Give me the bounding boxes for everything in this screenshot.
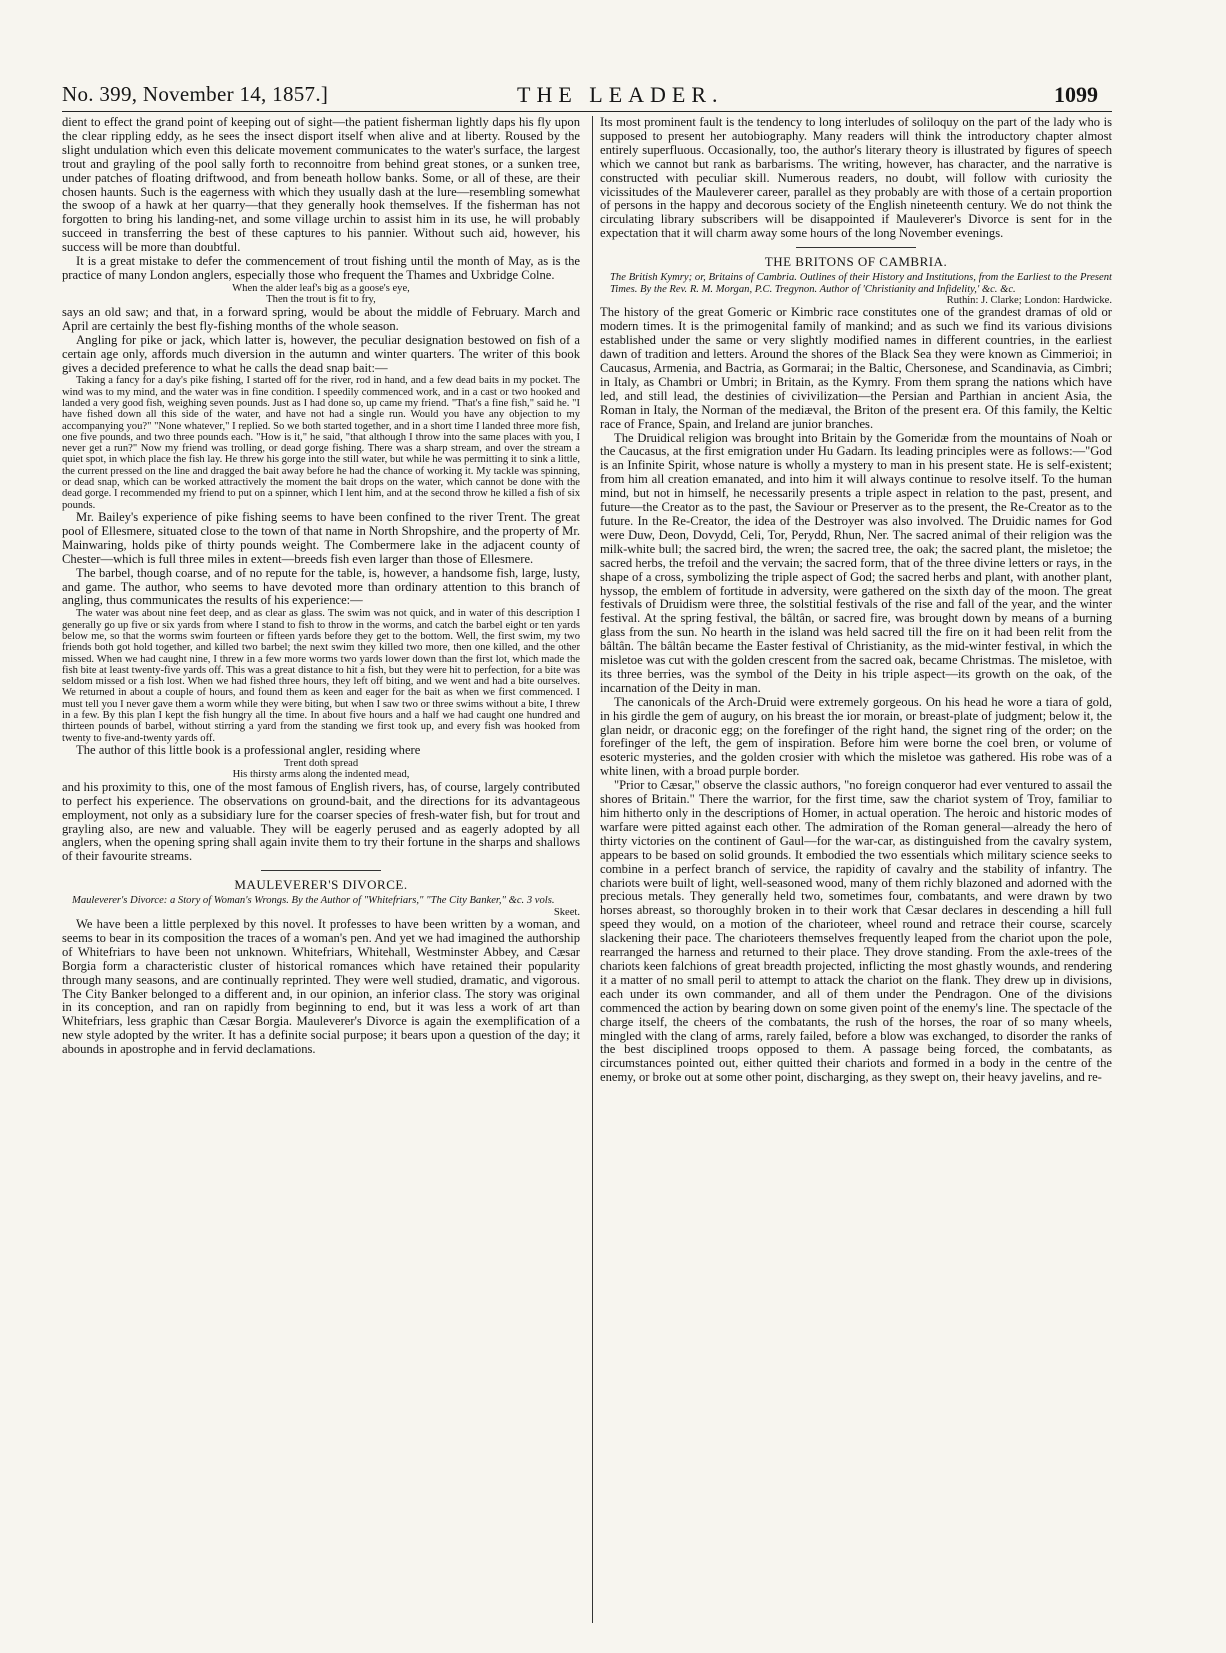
section-rule (261, 870, 381, 871)
section-rule (796, 247, 916, 248)
citation-text: The British Kymry; or, Britains of Cambria. Outlines of their History and Institutions, from the Earliest to the Present Times. By the Rev. R. M. Morgan, P.C. Tregynon. Author of 'Christianity and Infidelity,' &c. &c. (610, 272, 1112, 295)
paragraph: and his proximity to this, one of the most famous of English rivers, has, of course, largely contributed to perfect his experience. The observations on ground-bait, and the directions for its advantageous employment, not only as a subsidiary lure for the coarser species of fresh-water fish, but for trout and grayling also, are new and valuable. They will be eagerly perused and as eagerly adopted by all anglers, when the opening spring shall again invite them to try their fortune in the sharps and shallows of their favourite streams. (62, 779, 580, 864)
masthead (62, 82, 1098, 108)
newspaper-title: THE LEADER. (517, 82, 724, 107)
verse-line: Then the trout is fit to fry, (266, 294, 376, 306)
paragraph: Angling for pike or jack, which latter is, however, the peculiar designation bestowed on fish of a certain age only, affords much diversion in the autumn and winter quarters. The writer of this book gives a decided preference to what he calls the dead snap bait:— (62, 332, 580, 375)
verse-line: His thirsty arms along the indented mead, (232, 769, 410, 781)
column-divider (592, 116, 593, 1623)
verse-line: Trent doth spread (283, 757, 359, 769)
paragraph: It is a great mistake to defer the commencement of trout fishing until the month of May, as is the practice of many London anglers, especially those who frequent the Thames and Uxbridge Colne. (62, 254, 580, 282)
paragraph: The barbel, though coarse, and of no repute for the table, is, however, a handsome fish, large, lusty, and game. The author, who seems to have devoted more than ordinary attention to this branch of angling, thus communicates the results of his experience:— (62, 565, 580, 608)
issue-line: No. 399, November 14, 1857.] (62, 82, 329, 106)
verse-line: When the alder leaf's big as a goose's eye, (232, 282, 410, 294)
paragraph: We have been a little perplexed by this novel. It professes to have been written by a woman, and seems to bear in its composition the traces of a woman's pen. And yet we had imagined the authorship of Whitefriars to have been not unknown. Whitefriars, Whitehall, Westminster Abbey, and Cæsar Borgia form a characteristic cluster of historical romances which have retained their popularity through many seasons, and are continually reprinted. They were well studied, dramatic, and vigorous. The City Banker belonged to a different and, in our opinion, an inferior class. The story was original in its conception, and ran on rapidly from beginning to end, but it was less a work of art than Whitefriars, less graphic than Cæsar Borgia. Mauleverer's Divorce is again the exemplification of a new style adopted by the writer. It has a definite social purpose; it bears upon a question of the day; it abounds in apostrophe and in fervid declamations. (62, 917, 580, 1057)
paragraph: Its most prominent fault is the tendency to long interludes of soliloquy on the part of the lady who is supposed to present her autobiography. Many readers will think the introductory chapter almost entirely superfluous. Occasionally, too, the author's literary theory is illustrated by figures of speech which we cannot but rank as barbarisms. The writing, however, has character, and the narrative is constructed with peculiar skill. Numerous readers, no doubt, will follow with curiosity the vicissitudes of the Mauleverer career, parallel as they probably are with those of a certain proportion of persons in the happy and decorous society of the English nineteenth century. We do not think the circulating library subscribers will be disappointed if Mauleverer's Divorce is sent for in the expectation that it will charm away some hours of the long November evenings. (600, 115, 1112, 241)
paragraph: The canonicals of the Arch-Druid were extremely gorgeous. On his head he wore a tiara of gold, in his girdle the gem of augury, on his breast the ior morain, or breast-plate of judgment; below it, the glan neidr, or draconic egg; on the forefinger of the right hand, the signet ring of the order; on the forefinger of the left, the gem of inspiration. Before him were borne the coel bren, or volume of esoteric mysteries, and the golden crosier with which the misletoe was gathered. His robe was of a white linen, with a broad purple border. (600, 694, 1112, 779)
paragraph: "Prior to Cæsar," observe the classic authors, "no foreign conqueror had ever ventured to assail the shores of Britain." There the warrior, for the first time, saw the chariot system of Troy, familiar to him hitherto only in the descriptions of Homer, in actual operation. The heroic and historic modes of warfare were pitted against each other. The admiration of the Roman general—already the hero of thirty victories on the continent of Gaul—for the war-car, as distinguished from the cavalry system, appears to be based on solid grounds. It embodied the two essentials which military science seeks to combine in a perfect branch of service, the rapidity of cavalry and the stability of infantry. The chariots were built of light, well-seasoned wood, many of them richly blazoned and adorned with the precious metals. They generally held two, sometimes four, combatants, and were drawn by two horses abreast, so thoroughly broken in to their work that Cæsar declares in descending a hill full speed they would, on a motion of the charioteer, wheel round and retrace their course, scarcely slackening their pace. The charioteers themselves frequently leaped from the chariot upon the pole, rearranged the harness and returned to their place. They drove standing. From the axle-trees of the chariots keen falchions of great breadth projected, inflicting the most ghastly wounds, and rendering it a matter of no small peril to attempt to attack the chariot on the flank. They drew up in divisions, each under its own commander, and all of them under the Pendragon. One of the divisions commenced the action by bearing down on some given point of the enemy's line. The spectacle of the charge itself, the cheers of the combatants, the rush of the horses, the roar of so many wheels, mingled with the clang of arms, rarely failed, before a blow was exchanged, to disorder the ranks of the best disciplined troops opposed to them. A passage being forced, the combatants, as circumstances pointed out, either quitted their chariots and formed in a body in the centre of the enemy, or broke out at some other point, discharging, as they swept on, their heavy javelins, and re- (600, 778, 1112, 1085)
paragraph: The Druidical religion was brought into Britain by the Gomeridæ from the mountains of Noah or the Caucasus, at the first emigration under Hu Gadarn. Its leading principles were as follows:—"God is an Infinite Spirit, whose nature is wholly a mystery to man in his present state. He is self-existent; from him all creation emanated, and into him it will always continue to resolve itself. To the human mind, but not in himself, he necessarily presents a triple aspect in relation to the past, present, and future—the Creator as to the past, the Saviour or Preserver as to the present, the Re-Creator as to the future. In the Re-Creator, the idea of the Destroyer was also involved. The Druidic names for God were Duw, Deon, Dovydd, Celi, Tor, Perydd, Rhun, Ner. The sacred animal of their religion was the milk-white bull; the sacred bird, the wren; the sacred tree, the oak; the sacred plant, the misletoe; the sacred herbs, the trefoil and the vervain; the sacred form, that of the three divine letters or rays, in the shape of a cross, symbolizing the triple aspect of God; the sacred herbs and plant, with another plant, hyssop, the emblem of fortitude in adversity, were gathered on the sixth day of the moon. The great festivals of Druidism were three, the solstitial festivals of the rise and fall of the year, and the winter festival. At the spring festival, the bâltân, or sacred fire, was brought down by means of a burning glass from the sun. No hearth in the island was held sacred till the fire on it had been relit from the bâltân. The bâltân became the Easter festival of Christianity, as the mid-winter festival, in which the misletoe was cut with the golden crescent from the sacred oak, became Christmas. The misletoe, with its three berries, was the symbol of the Deity in his triple aspect—its growth on the oak, of the incarnation of the Deity in man. (600, 430, 1112, 695)
left-column (62, 116, 580, 1057)
citation-publisher: Ruthin: J. Clarke; London: Hardwicke. (946, 294, 1112, 306)
paragraph: says an old saw; and that, in a forward spring, would be about the middle of February. March and April are certainly the best fly-fishing months of the whole season. (62, 304, 580, 333)
section-heading: MAULEVERER'S DIVORCE. (234, 877, 408, 893)
quotation: Taking a fancy for a day's pike fishing, I started off for the river, rod in hand, and a few dead baits in my pocket. The wind was to my mind, and the water was in fine condition. I speedily commenced work, and in a cast or two hooked and landed a very good fish, weighing seven pounds. Just as I had done so, up came my friend. "That's a fine fish," said he. "I have fished down all this side of the water, and have not had a single run. Would you have any objection to my accompanying you?" "None whatever," I replied. So we both started together, and in a short time I landed three more fish, one five pounds, and two three pounds each. "How is it," he said, "that although I throw into the same places with you, I never get a run?" Now my friend was trolling, or dead gorge fishing. There was a sharp stream, and over the stream a quiet spot, in which place the fish lay. He threw his gorge into the still water, but while he was permitting it to sink a little, the current pressed on the line and dragged the bait away before he had the chance of working it. My tackle was spinning, or dead snap, which can be worked attractively the moment the bait drops on the water, which cannot be done with the dead gorge. I recommended my friend to put on a spinner, which I lent him, and at the second throw he killed a fish of six pounds. (62, 375, 580, 511)
citation-text: Mauleverer's Divorce: a Story of Woman's Wrongs. By the Author of "Whitefriars," "The City Banker," &c. 3 vols. (72, 895, 555, 907)
paragraph: The history of the great Gomeric or Kimbric race constitutes one of the grandest dramas of old or modern times. It is the primogenital family of mankind; and as such we find its various divisions established under the same or very slightly modified names in different countries, in the earliest dawn of tradition and letters. Around the shores of the Black Sea they were known as Cimmerioi; in Caucasus, Armenia, and Bactria, as Gormarai; in the Baltic, Chersonese, and Scandinavia, as Cimbri; in Italy, as Chambri or Umbri; in Britain, as the Kymry. From them sprang the nations which have led, and still lead, the destinies of civivilization—the Persian and Parthian in ancient Asia, the Roman in Italy, the Norman of the mediæval, the Briton of the present era. Of this family, the Keltic race of France, Spain, and Ireland are junior branches. (600, 305, 1112, 431)
quotation: The water was about nine feet deep, and as clear as glass. The swim was not quick, and in water of this description I generally go up five or six yards from where I stand to fish to throw in the worms, and catch the barbel eight or ten yards below me, so that the worms swim fourteen or fifteen yards before they get to the bottom. Well, the first swim, my two friends both got hold together, and killed two barbel; the next swim they killed two more, then one killed, and the other missed. When we had caught nine, I threw in a few more worms two yards lower down than the first lot, which made the fish bite at least twenty-five yards off. This was a great distance to hit a fish, but they were hit to perfection, for a bite was seldom missed or a fish lost. When we had fished three hours, they left off biting, and we went and had a bite ourselves. We returned in about a couple of hours, and found them as keen and eager for the bait as when we first commenced. I must tell you I never gave them a worm while they were biting, but when I saw two or three swims without a bite, I threw in a few. By this plan I kept the fish hungry all the time. In about five hours and a half we had caught one hundred and thirteen pounds of barbel, without stirring a yard from the standing we first took up, and every fish was hooked from twenty to five-and-twenty yards off. (62, 608, 580, 744)
paragraph: Mr. Bailey's experience of pike fishing seems to have been confined to the river Trent. The great pool of Ellesmere, situated close to the town of that name in North Shropshire, and the property of Mr. Mainwaring, holds pike of thirty pounds weight. The Combermere lake in the adjacent county of Chester—which is full three miles in extent—breeds fish even larger than those of Ellesmere. (62, 509, 580, 566)
page-number: 1099 (1054, 82, 1098, 107)
header-rule (62, 111, 1112, 112)
paragraph: The author of this little book is a professional angler, residing where (76, 742, 421, 757)
book-citation (62, 895, 580, 906)
right-column (600, 116, 1112, 1085)
paragraph: dient to effect the grand point of keeping out of sight—the patient fisherman lightly daps his fly upon the clear rippling eddy, as he sees the insect disport itself when alive and at liberty. Roused by the slight undulation which even this delicate movement communicates to the water's surface, the largest trout and grayling of the pool sally forth to reconnoitre from behind great stones, or a sunken tree, under patches of floating driftwood, and from beneath hollow banks. Some, or all of these, are their chosen haunts. Such is the eagerness with which they usually dash at the lure—resembling somewhat the swoop of a hawk at her quarry—that they generally hook themselves. If the fisherman has not forgotten to bring his landing-net, and some village urchin to assist him in its use, he will probably succeed in transferring the best of these captures to his pannier. Without such aid, however, his success will be more than doubtful. (62, 115, 580, 255)
citation-publisher: Skeet. (553, 906, 580, 918)
book-citation (600, 272, 1112, 295)
section-heading: THE BRITONS OF CAMBRIA. (764, 254, 948, 270)
